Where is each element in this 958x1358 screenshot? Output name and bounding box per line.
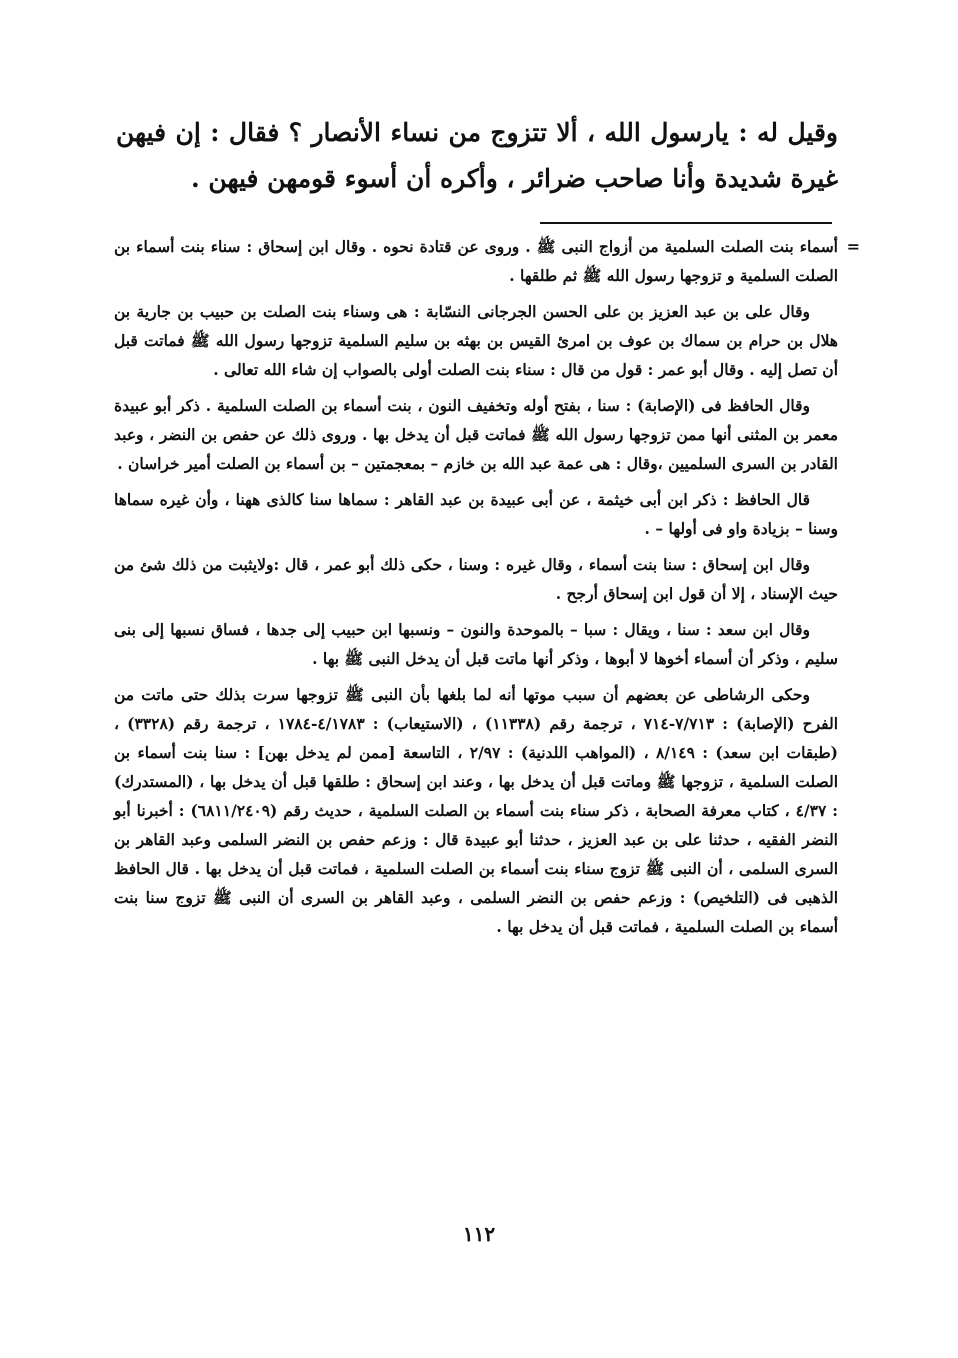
footnote-paragraph: وقال على بن عبد العزيز بن على الحسن الجرجانى النسّابة : هى وسناء بنت الصلت بن حبيب بن جارية بن هلال بن حرام بن سماك بن عوف بن امرئ القيس بن بهثه بن سليم السلمية تزوجها رسول الله ﷺ فماتت قبل أن تصل إليه . وقال أبو عمر : قول من قال : سناء بنت الصلت أولى بالصواب إن شاء الله تعالى .	[114, 302, 838, 379]
footnote-paragraph: وحكى الرشاطى عن بعضهم أن سبب موتها أنه لما بلغها بأن النبى ﷺ تزوجها سرت بذلك حتى ماتت من الفرح (الإصابة) : ٧/٧١٣-٧١٤ ، ترجمة رقم (١١٣٣٨) ، (الاستيعاب) : ٤/١٧٨٣-١٧٨٤ ، ترجمة رقم (٣٣٢٨) ، (طبقات ابن سعد) : ٨/١٤٩ ، (المواهب اللدنية) : ٢/٩٧ ، التاسعة [ممن لم يدخل بهن] : سنا بنت أسماء بن الصلت السلمية ، تزوجها ﷺ وماتت قبل أن يدخل بها ، وعند ابن إسحاق : طلقها قبل أن يدخل بها ، (المستدرك) : ٤/٣٧ ، كتاب معرفة الصحابة ، ذكر سناء بنت أسماء بن الصلت السلمية ، حديث رقم (٦٨١١/٢٤٠٩) : أخبرنا أبو النضر الفقيه ، حدثنا على بن عبد العزيز ، حدثنا أبو عبيدة قال : وزعم حفص بن النضر السلمى وعبد القاهر بن السرى السلمى ، أن النبى ﷺ تزوج سناء بنت أسماء بن الصلت السلمية ، فماتت قبل أن يدخل بها . قال الحافظ الذهبى فى (التلخيص) : وزعم حفص بن النضر السلمى ، وعبد القاهر بن السرى أن النبى ﷺ تزوج سنا بنت أسماء بن الصلت السلمية ، فماتت قبل أن يدخل بها .	[114, 685, 838, 936]
footnote-paragraph: قال الحافظ : ذكر ابن أبى خيثمة ، عن أبى عبيدة بن عبد القاهر : سماها سنا كالذى ههنا ، وأن غيره سماها وسنا – بزيادة واو فى أولها – .	[114, 490, 838, 538]
footnote-continuation-marker: =	[846, 237, 860, 256]
footnote-paragraph: أسماء بنت الصلت السلمية من أزواج النبى ﷺ . وروى عن قتادة نحوه . وقال ابن إسحاق : سناء بنت أسماء بن الصلت السلمية و تزوجها رسول الله ﷺ ثم طلقها .	[114, 237, 838, 285]
footnote-divider	[540, 222, 832, 224]
footnote-paragraph: وقال ابن سعد : سنا ، ويقال : سبا – بالموحدة والنون – ونسبها ابن حبيب إلى جدها ، فساق نسبها إلى بنى سليم ، وذكر أن أسماء أخوها لا أبوها ، وذكر أنها ماتت قبل أن يدخل النبى ﷺ بها .	[114, 620, 838, 668]
page-number: ١١٢	[462, 1222, 496, 1246]
footnotes	[114, 232, 860, 948]
main-text: وقيل له : يارسول الله ، ألا تتزوج من نساء الأنصار ؟ فقال : إن فيهن غيرة شديدة وأنا صاحب ضرائر ، وأكره أن أسوء قومهن فيهن .	[116, 118, 838, 193]
footnote-paragraph: وقال ابن إسحاق : سنا بنت أسماء ، وقال غيره : وسنا ، حكى ذلك أبو عمر ، قال :ولايثبت من ذلك شئ من حيث الإسناد ، إلا أن قول ابن إسحاق أرجح .	[114, 555, 838, 603]
footnote-paragraph: وقال الحافظ فى (الإصابة) : سنا ، بفتح أوله وتخفيف النون ، بنت أسماء بن الصلت السلمية . ذكر أبو عبيدة معمر بن المثنى أنها ممن تزوجها رسول الله ﷺ فماتت قبل أن يدخل بها . وروى ذلك عن حفص بن النضر ، وعبد القادر بن السرى السلميين ،وقال : هى عمة عبد الله بن خازم – بمعجمتين – بن أسماء بن الصلت أمير خراسان .	[114, 396, 838, 473]
